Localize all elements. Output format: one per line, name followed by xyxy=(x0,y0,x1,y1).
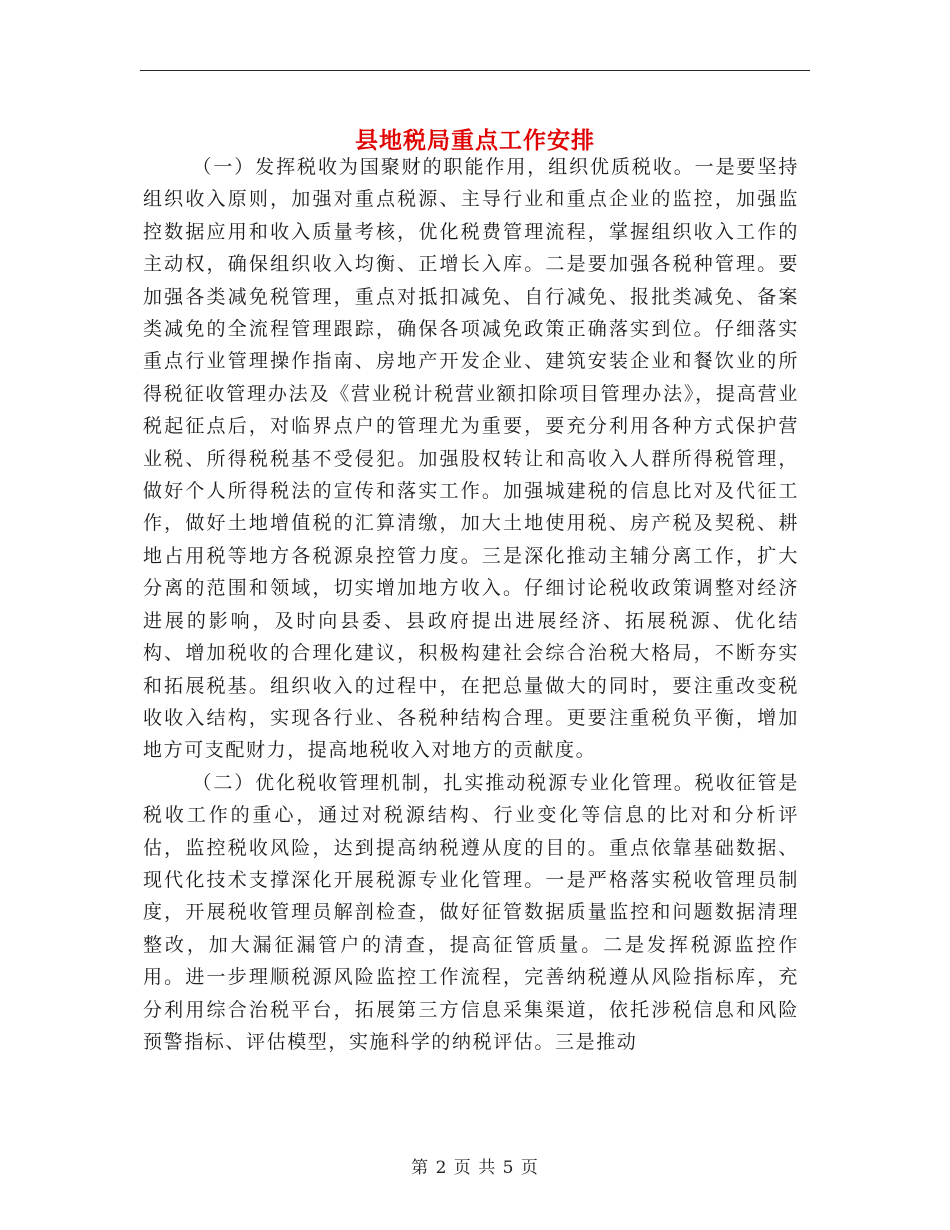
paragraph-1: （一）发挥税收为国聚财的职能作用，组织优质税收。一是要坚持组织收入原则，加强对重点税源、主导行业和重点企业的监控，加强监控数据应用和收入质量考核，优化税费管理流程，掌握组织收入工作的主动权，确保组织收入均衡、正增长入库。二是要加强各税种管理。要加强各类减免税管理，重点对抵扣减免、自行减免、报批类减免、备案类减免的全流程管理跟踪，确保各项减免政策正确落实到位。仔细落实重点行业管理操作指南、房地产开发企业、建筑安装企业和餐饮业的所得税征收管理办法及《营业税计税营业额扣除项目管理办法》，提高营业税起征点后，对临界点户的管理尤为重要，要充分利用各种方式保护营业税、所得税税基不受侵犯。加强股权转让和高收入人群所得税管理，做好个人所得税法的宣传和落实工作。加强城建税的信息比对及代征工作，做好土地增值税的汇算清缴，加大土地使用税、房产税及契税、耕地占用税等地方各税源泉控管力度。三是深化推动主辅分离工作，扩大分离的范围和领域，切实增加地方收入。仔细讨论税收政策调整对经济进展的影响，及时向县委、县政府提出进展经济、拓展税源、优化结构、增加税收的合理化建议，积极构建社会综合治税大格局，不断夯实和拓展税基。组织收入的过程中，在把总量做大的同时，要注重改变税收收入结构，实现各行业、各税种结构合理。更要注重税负平衡，增加地方可支配财力，提高地税收入对地方的贡献度。 xyxy=(143,156,799,762)
document-body xyxy=(143,151,799,1058)
paragraph-2: （二）优化税收管理机制，扎实推动税源专业化管理。税收征管是税收工作的重心，通过对税源结构、行业变化等信息的比对和分析评估，监控税收风险，达到提高纳税遵从度的目的。重点依靠基础数据、现代化技术支撑深化开展税源专业化管理。一是严格落实税收管理员制度，开展税收管理员解剖检查，做好征管数据质量监控和问题数据清理整改，加大漏征漏管户的清查，提高征管质量。二是发挥税源监控作用。进一步理顺税源风险监控工作流程，完善纳税遵从风险指标库，充分利用综合治税平台，拓展第三方信息采集渠道，依托涉税信息和风险预警指标、评估模型，实施科学的纳税评估。三是推动 xyxy=(143,771,799,1053)
header-rule xyxy=(140,70,810,71)
document-title: 县地税局重点工作安排 xyxy=(355,127,595,155)
page-number-footer: 第 2 页 共 5 页 xyxy=(411,1158,539,1178)
